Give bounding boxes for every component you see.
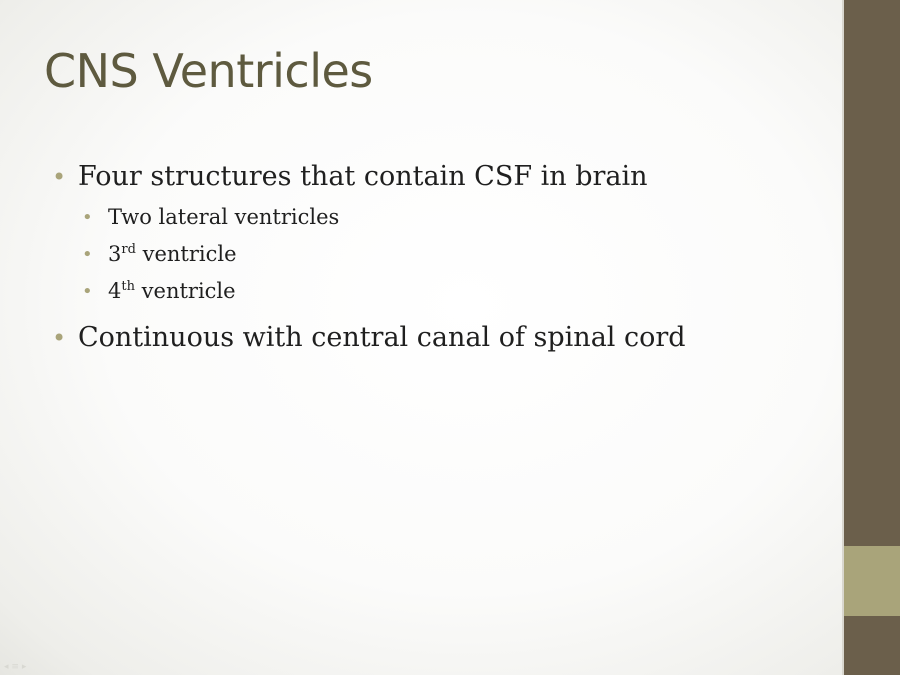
bullet-dot-icon: • (82, 281, 93, 302)
sub-bullet-number: 3 (108, 242, 122, 266)
sub-bullet-text: Two lateral ventricles (108, 205, 340, 229)
bullet-item (52, 316, 822, 360)
sub-bullet-item (52, 273, 822, 310)
sub-bullet-number: 4 (108, 279, 122, 303)
sub-bullet-item (52, 199, 822, 236)
decorative-sidebar-accent (844, 546, 900, 616)
menu-icon[interactable]: ≡ (11, 662, 19, 672)
sub-bullet-item (52, 236, 822, 273)
bullet-dot-icon: • (82, 207, 93, 228)
bullet-dot-icon: • (82, 244, 93, 265)
ordinal-suffix: rd (121, 242, 136, 257)
next-slide-icon[interactable]: ▸ (21, 662, 27, 672)
sub-bullet-text: ventricle (134, 279, 236, 303)
bullet-text: Continuous with central canal of spinal cord (78, 322, 686, 353)
prev-slide-icon[interactable]: ◂ (4, 662, 9, 672)
bullet-dot-icon: • (52, 324, 67, 352)
sub-bullet-text: ventricle (135, 242, 237, 266)
bullet-text: Four structures that contain CSF in brain (78, 161, 648, 192)
ordinal-suffix: th (121, 279, 135, 294)
bullet-list (52, 155, 822, 360)
bullet-item (52, 155, 822, 199)
slide-title: CNS Ventricles (44, 44, 373, 98)
bullet-dot-icon: • (52, 163, 67, 191)
slide-nav-controls[interactable] (4, 662, 26, 672)
